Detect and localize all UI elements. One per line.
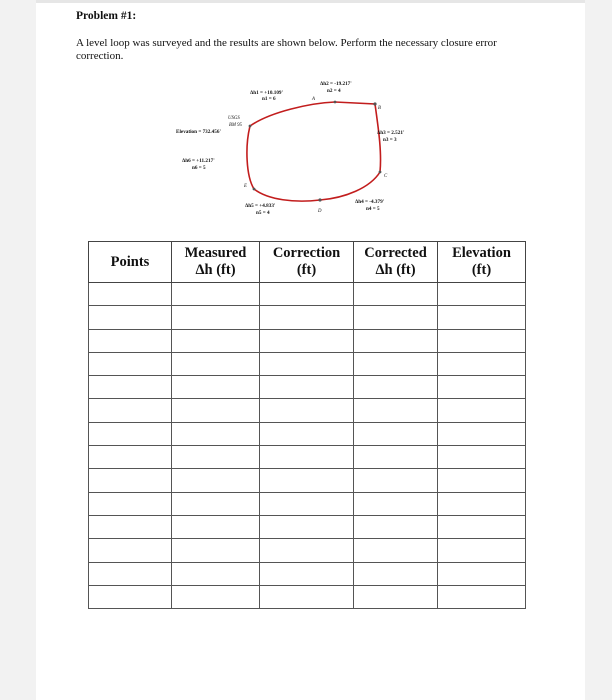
- table-cell[interactable]: [172, 562, 260, 585]
- leg-c-d-n: n4 = 5: [366, 206, 380, 212]
- table-cell[interactable]: [89, 352, 172, 375]
- column-header-line2: (ft): [296, 262, 317, 278]
- table-row: [89, 446, 526, 469]
- point-label-c: C: [384, 174, 388, 179]
- table-cell[interactable]: [354, 283, 438, 306]
- table-cell[interactable]: [354, 306, 438, 329]
- node-c: [379, 171, 382, 174]
- node-e: [253, 188, 256, 191]
- table-row: [89, 283, 526, 306]
- node-bm: [249, 125, 252, 128]
- table-cell[interactable]: [89, 422, 172, 445]
- table-cell[interactable]: [260, 306, 354, 329]
- table-cell[interactable]: [89, 283, 172, 306]
- table-cell[interactable]: [172, 306, 260, 329]
- table-cell[interactable]: [89, 446, 172, 469]
- table-cell[interactable]: [89, 469, 172, 492]
- table-row: [89, 539, 526, 562]
- table-cell[interactable]: [354, 539, 438, 562]
- table-row: [89, 492, 526, 515]
- leg-a-b-n: n2 = 4: [327, 88, 341, 94]
- table-cell[interactable]: [89, 492, 172, 515]
- table-cell[interactable]: [260, 376, 354, 399]
- leg-b-c-n: n3 = 3: [383, 137, 397, 143]
- leg-bm-a-n: n1 = 6: [262, 96, 276, 102]
- table-cell[interactable]: [354, 492, 438, 515]
- table-cell[interactable]: [438, 422, 526, 445]
- column-header-line2: Δh (ft): [195, 262, 236, 278]
- table-cell[interactable]: [260, 515, 354, 538]
- table-cell[interactable]: [89, 562, 172, 585]
- left-margin: [0, 0, 36, 700]
- table-cell[interactable]: [89, 585, 172, 608]
- column-header-line1: Points: [110, 253, 150, 270]
- table-cell[interactable]: [438, 376, 526, 399]
- table-row: [89, 352, 526, 375]
- table-cell[interactable]: [260, 283, 354, 306]
- table-cell[interactable]: [438, 306, 526, 329]
- table-cell[interactable]: [438, 352, 526, 375]
- table-cell[interactable]: [438, 492, 526, 515]
- table-row: [89, 376, 526, 399]
- table-cell[interactable]: [354, 422, 438, 445]
- table-cell[interactable]: [172, 585, 260, 608]
- table-cell[interactable]: [89, 376, 172, 399]
- leg-a-b-dh: Δh2 = -19.217': [320, 81, 352, 87]
- column-header-line1: Corrected: [364, 245, 427, 261]
- table-row: [89, 399, 526, 422]
- table-cell[interactable]: [260, 469, 354, 492]
- table-cell[interactable]: [438, 515, 526, 538]
- table-body: [89, 283, 526, 609]
- point-label-e: E: [244, 184, 247, 189]
- table-cell[interactable]: [172, 352, 260, 375]
- table-cell[interactable]: [438, 562, 526, 585]
- column-header-line1: Measured: [184, 245, 247, 261]
- leg-bm-a-dh: Δh1 = +10.109': [250, 90, 283, 96]
- node-d: [318, 198, 321, 201]
- benchmark-line2: BM 95: [229, 123, 242, 128]
- column-header: [89, 242, 172, 283]
- leg-d-e-n: n5 = 4: [256, 210, 270, 216]
- table-row: [89, 562, 526, 585]
- table-cell[interactable]: [172, 283, 260, 306]
- table-row: [89, 469, 526, 492]
- table-cell[interactable]: [260, 399, 354, 422]
- table-cell[interactable]: [354, 469, 438, 492]
- table-cell[interactable]: [354, 352, 438, 375]
- table-row: [89, 515, 526, 538]
- table-row: [89, 585, 526, 608]
- benchmark-elevation: Elevation = 732.456': [176, 129, 221, 135]
- table-row: [89, 422, 526, 445]
- table-cell[interactable]: [438, 539, 526, 562]
- table-row: [89, 306, 526, 329]
- table-cell[interactable]: [89, 306, 172, 329]
- table-cell[interactable]: [172, 329, 260, 352]
- page-top-edge: [36, 0, 585, 3]
- table-cell[interactable]: [354, 562, 438, 585]
- table-cell[interactable]: [172, 399, 260, 422]
- leg-d-e-dh: Δh5 = +4.833': [245, 203, 276, 209]
- table-cell[interactable]: [172, 376, 260, 399]
- leg-e-bm-n: n6 = 5: [192, 165, 206, 171]
- table-cell[interactable]: [260, 585, 354, 608]
- table-cell[interactable]: [260, 492, 354, 515]
- table-cell[interactable]: [438, 329, 526, 352]
- table-cell[interactable]: [89, 399, 172, 422]
- table-cell[interactable]: [172, 469, 260, 492]
- level-loop-diagram: [170, 76, 430, 236]
- table-cell[interactable]: [172, 539, 260, 562]
- leg-e-bm-dh: Δh6 = +11.217': [182, 158, 215, 164]
- table-cell[interactable]: [438, 283, 526, 306]
- table-header: [89, 242, 526, 283]
- node-b: [373, 102, 376, 105]
- column-header: [354, 242, 438, 283]
- node-a: [334, 101, 337, 104]
- table-row: [89, 329, 526, 352]
- table-cell[interactable]: [172, 446, 260, 469]
- column-header: [438, 242, 526, 283]
- table-cell[interactable]: [354, 329, 438, 352]
- column-header-line1: Correction: [272, 245, 341, 261]
- column-header: [260, 242, 354, 283]
- column-header: [172, 242, 260, 283]
- point-label-b: B: [378, 106, 381, 111]
- table-cell[interactable]: [260, 562, 354, 585]
- column-header-line2: Δh (ft): [375, 262, 416, 278]
- leg-c-d-dh: Δh4 = -4.379': [355, 199, 385, 205]
- benchmark-line1: USGS: [228, 116, 240, 121]
- leg-b-c-dh: Δh3 = 2.521': [377, 130, 405, 136]
- table-cell[interactable]: [260, 539, 354, 562]
- point-label-d: D: [318, 209, 322, 214]
- table-cell[interactable]: [172, 422, 260, 445]
- table-cell[interactable]: [354, 515, 438, 538]
- table-cell[interactable]: [438, 399, 526, 422]
- table-cell[interactable]: [438, 446, 526, 469]
- table-cell[interactable]: [89, 329, 172, 352]
- table-cell[interactable]: [172, 515, 260, 538]
- level-loop-figure: [170, 76, 430, 236]
- table-cell[interactable]: [172, 492, 260, 515]
- right-margin: [585, 0, 612, 700]
- table-cell[interactable]: [438, 469, 526, 492]
- closure-correction-table: [88, 241, 526, 609]
- table-cell[interactable]: [354, 446, 438, 469]
- header-row: [89, 242, 526, 283]
- table-cell[interactable]: [260, 352, 354, 375]
- table-cell[interactable]: [260, 446, 354, 469]
- problem-intro: A level loop was surveyed and the results are shown below. Perform the necessary closure error correction.: [76, 37, 497, 62]
- column-header-line1: Elevation: [452, 245, 511, 261]
- table-cell[interactable]: [260, 422, 354, 445]
- table-cell[interactable]: [260, 329, 354, 352]
- table-cell[interactable]: [354, 585, 438, 608]
- table-cell[interactable]: [354, 376, 438, 399]
- table-cell[interactable]: [89, 539, 172, 562]
- problem-title: Problem #1:: [76, 10, 137, 22]
- column-header-line2: (ft): [471, 262, 492, 278]
- table-cell[interactable]: [89, 515, 172, 538]
- point-label-a: A: [312, 97, 315, 102]
- table-cell[interactable]: [438, 585, 526, 608]
- table-cell[interactable]: [354, 399, 438, 422]
- level-loop-path: [247, 102, 381, 201]
